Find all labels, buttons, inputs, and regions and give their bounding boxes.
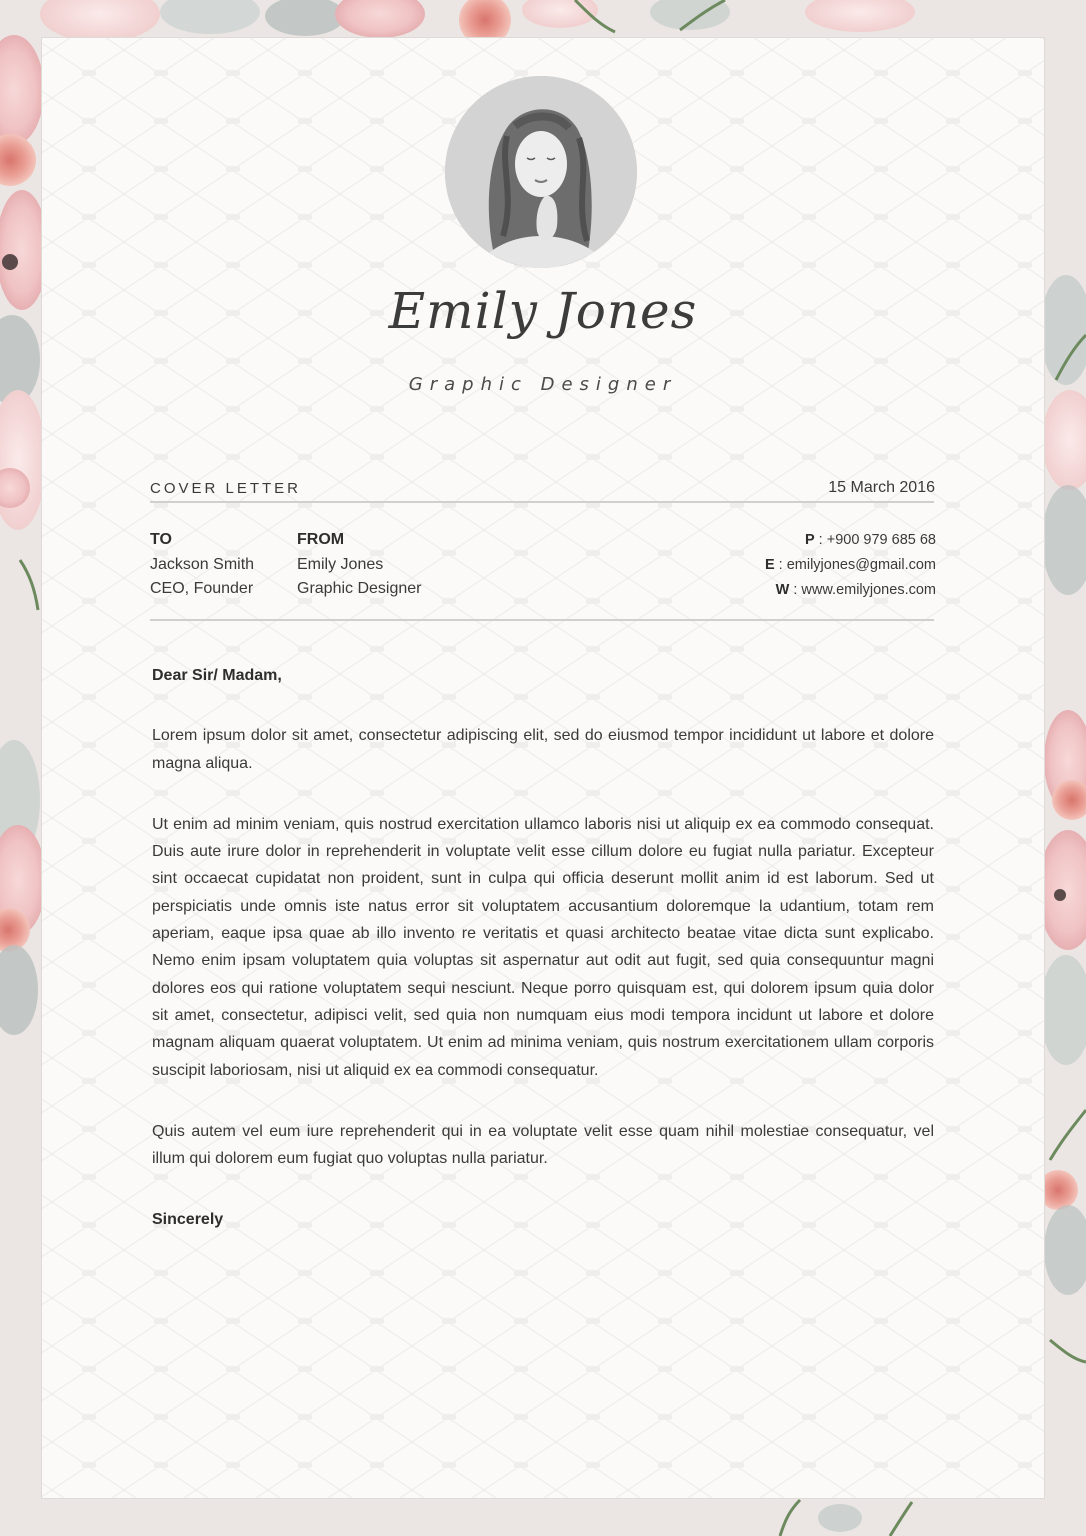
recipient-block xyxy=(150,528,254,602)
sender-heading: FROM xyxy=(297,531,345,548)
contact-email-row: E : emilyjones@gmail.com xyxy=(764,557,936,573)
paragraph-1: Lorem ipsum dolor sit amet, consectetur adipiscing elit, sed do eiusmod tempor incididunt ut labore et dolore magna aliqua. xyxy=(152,727,934,772)
paragraph-2: Ut enim ad minim veniam, quis nostrud exercitation ullamco laboris nisi ut aliquip ex ea commodo consequat. Duis aute irure dolor in reprehenderit in voluptate velit esse cillum dolore eu fugiat nulla pariatur. Excepteur sint occaecat cupidatat non proident, sunt in culpa qui officia deserunt mollit anim id est laborum. Sed ut perspiciatis unde omnis iste natus error sit voluptatem accusantium doloremque la udantium, totam rem aperiam, eaque ipsa quae ab illo invento re veritatis et quasi architecto beatae vitae dicta sunt explicabo. Nemo enim ipsam voluptatem quia voluptas sit aspernatur aut odit aut fugit, sed quia consequuntur magni dolores eos qui ratione voluptatem sequi nesciunt. Neque porro quisquam est, qui dolorem ipsum quia dolor sit amet, consectetur, adipisci velit, sed quia non numquam eius modi tempora incidunt ut labore et dolore magnam aliquam quaerat voluptatem. Ut enim ad minima veniam, quis nostrum exercitationem ullam corporis suscipit laboriosam, nisi ut aliquid ex ea commodi consequatur. xyxy=(152,815,934,1079)
recipient-name: Jackson Smith xyxy=(150,555,255,573)
contact-web-row: W : www.emilyjones.com xyxy=(775,582,936,598)
phone-value: +900 979 685 68 xyxy=(826,532,936,548)
email-value[interactable]: emilyjones@gmail.com xyxy=(786,557,936,573)
cover-letter-sheet xyxy=(42,38,1044,1498)
web-key: W xyxy=(775,582,790,598)
salutation: Dear Sir/ Madam, xyxy=(152,667,282,684)
section-label: COVER LETTER xyxy=(150,480,302,497)
web-value[interactable]: www.emilyjones.com xyxy=(801,582,936,598)
recipient-role: CEO, Founder xyxy=(150,580,254,597)
applicant-title: Graphic Designer xyxy=(408,374,678,395)
applicant-name: Emily Jones xyxy=(388,282,698,340)
divider-top xyxy=(150,501,934,503)
contact-phone-row: P : +900 979 685 68 xyxy=(804,532,936,548)
letter-body xyxy=(152,662,934,1234)
sender-block xyxy=(297,528,422,602)
letter-date: 15 March 2016 xyxy=(828,479,935,496)
contact-block xyxy=(765,528,936,603)
divider-bottom xyxy=(150,619,934,621)
portrait-icon xyxy=(445,76,637,268)
sender-role: Graphic Designer xyxy=(297,580,422,597)
closing: Sincerely xyxy=(152,1211,224,1229)
recipient-heading: TO xyxy=(150,531,172,548)
email-key: E xyxy=(764,557,775,573)
phone-key: P xyxy=(804,532,815,548)
sender-name: Emily Jones xyxy=(297,555,384,573)
portrait-photo xyxy=(445,76,637,268)
paragraph-3: Quis autem vel eum iure reprehenderit qui in ea voluptate velit esse quam nihil molestiae consequatur, vel illum qui dolorem eum fugiat quo voluptas nulla pariatur. xyxy=(152,1122,934,1168)
